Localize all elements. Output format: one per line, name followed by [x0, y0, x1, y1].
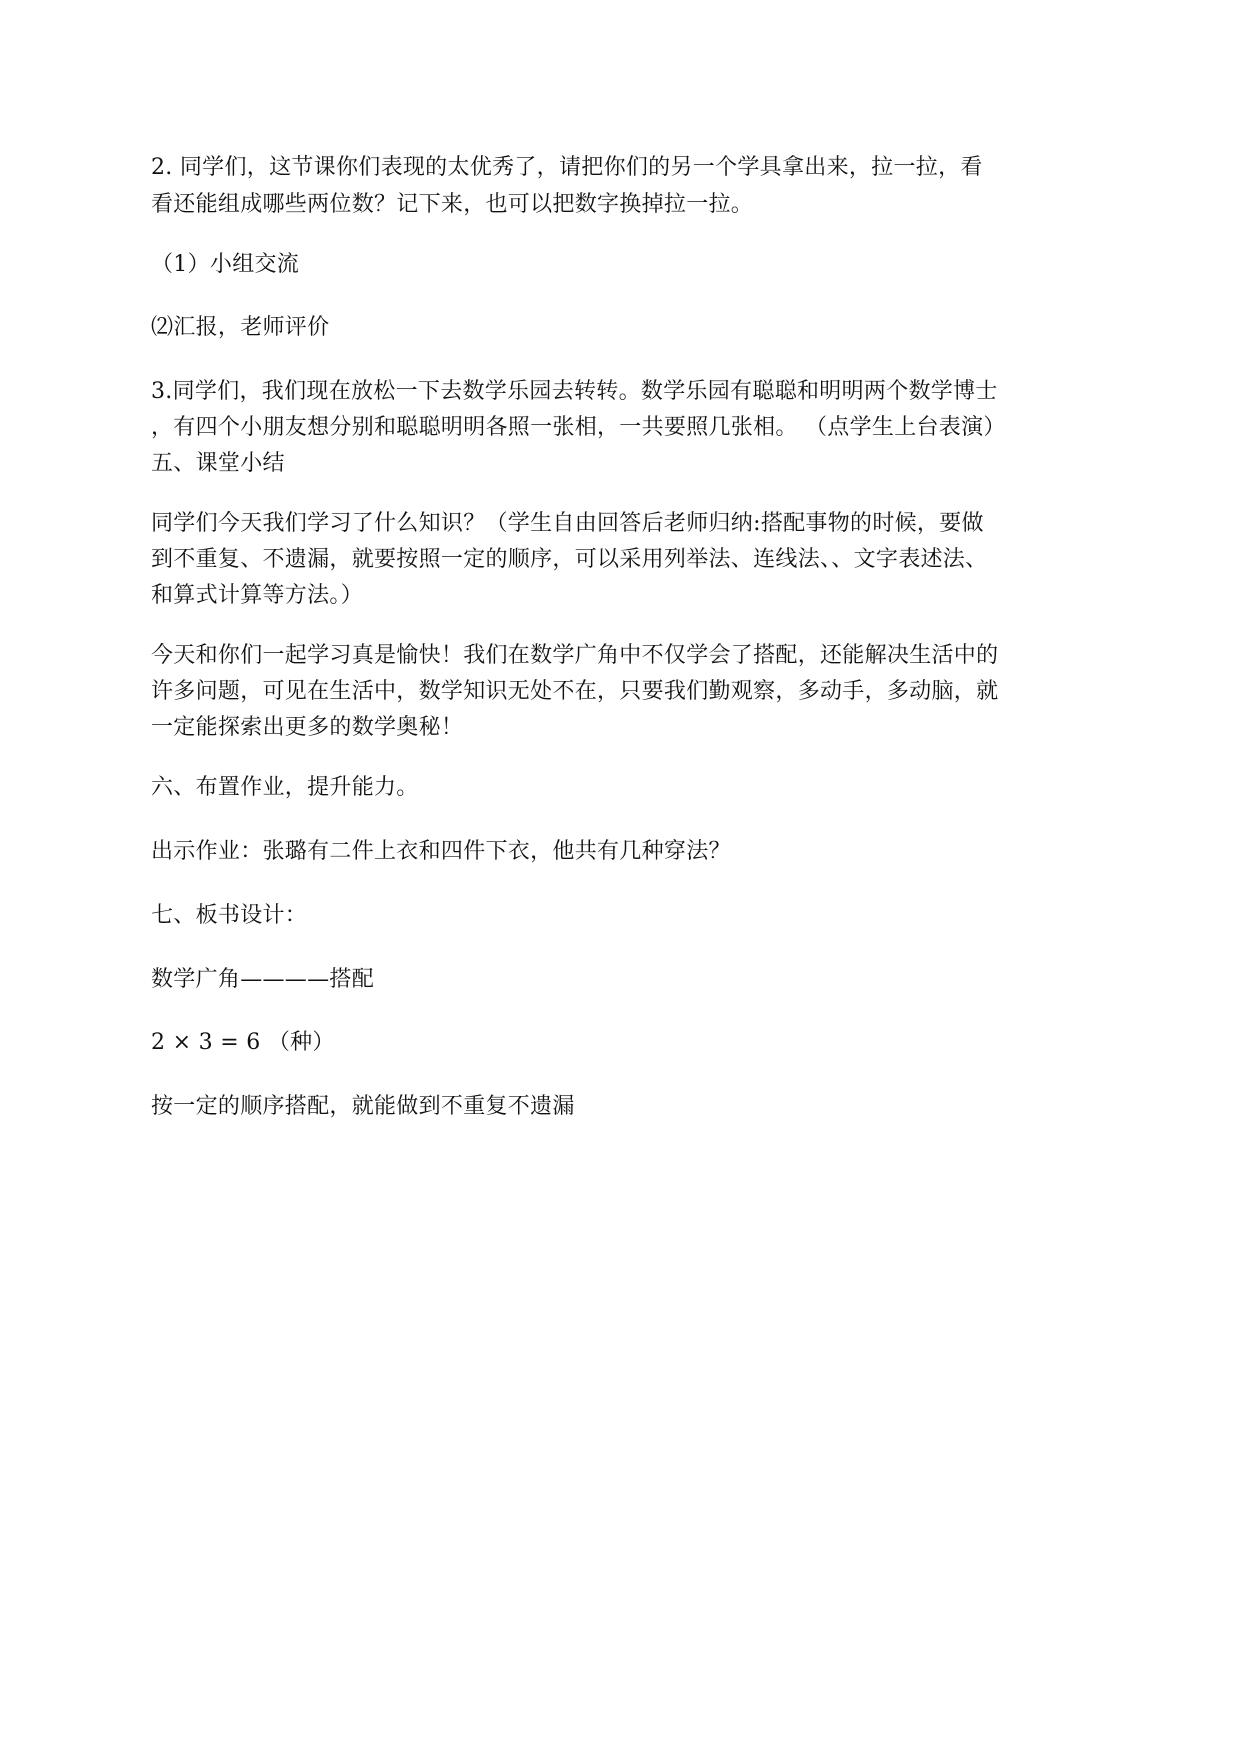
homework-text: 出示作业：张璐有二件上衣和四件下衣，他共有几种穿法？ [151, 839, 731, 864]
paragraph-3-line-1: 3.同学们，我们现在放松一下去数学乐园去转转。数学乐园有聪聪和明明两个数学博士 [151, 379, 998, 404]
paragraph-3-line-2: ，有四个小朋友想分别和聪聪明明各照一张相，一共要照几张相。 （点学生上台表演） [151, 415, 1006, 440]
board-design-conclusion: 按一定的顺序搭配，就能做到不重复不遗漏 [151, 1094, 575, 1119]
summary-paragraph-line-3: 和算式计算等方法。） [151, 583, 364, 608]
section-heading-homework: 六、布置作业，提升能力。 [151, 775, 419, 800]
paragraph-2-line-1: 2. 同学们，这节课你们表现的太优秀了，请把你们的另一个学具拿出来，拉一拉，看 [151, 155, 983, 180]
report-evaluation-item: ⑵汇报，老师评价 [151, 315, 330, 340]
board-design-title: 数学广角————搭配 [151, 967, 375, 992]
closing-paragraph-line-2: 许多问题，可见在生活中，数学知识无处不在，只要我们勤观察，多动手，多动脑，就 [151, 679, 999, 704]
summary-paragraph-line-1: 同学们今天我们学习了什么知识？（学生自由回答后老师归纳:搭配事物的时候，要做 [151, 511, 984, 536]
summary-paragraph-line-2: 到不重复、不遗漏，就要按照一定的顺序，可以采用列举法、连线法、、文字表述法、 [151, 547, 988, 572]
section-heading-board-design: 七、板书设计： [151, 903, 308, 928]
board-design-equation: 2 × 3 = 6 （种） [151, 1030, 335, 1055]
group-discussion-item: （1）小组交流 [151, 252, 300, 277]
paragraph-2-line-2: 看还能组成哪些两位数？记下来，也可以把数字换掉拉一拉。 [151, 192, 754, 217]
section-heading-summary: 五、课堂小结 [151, 451, 285, 476]
closing-paragraph-line-1: 今天和你们一起学习真是愉快！我们在数学广角中不仅学会了搭配，还能解决生活中的 [151, 643, 999, 668]
closing-paragraph-line-3: 一定能探索出更多的数学奥秘！ [151, 715, 464, 740]
